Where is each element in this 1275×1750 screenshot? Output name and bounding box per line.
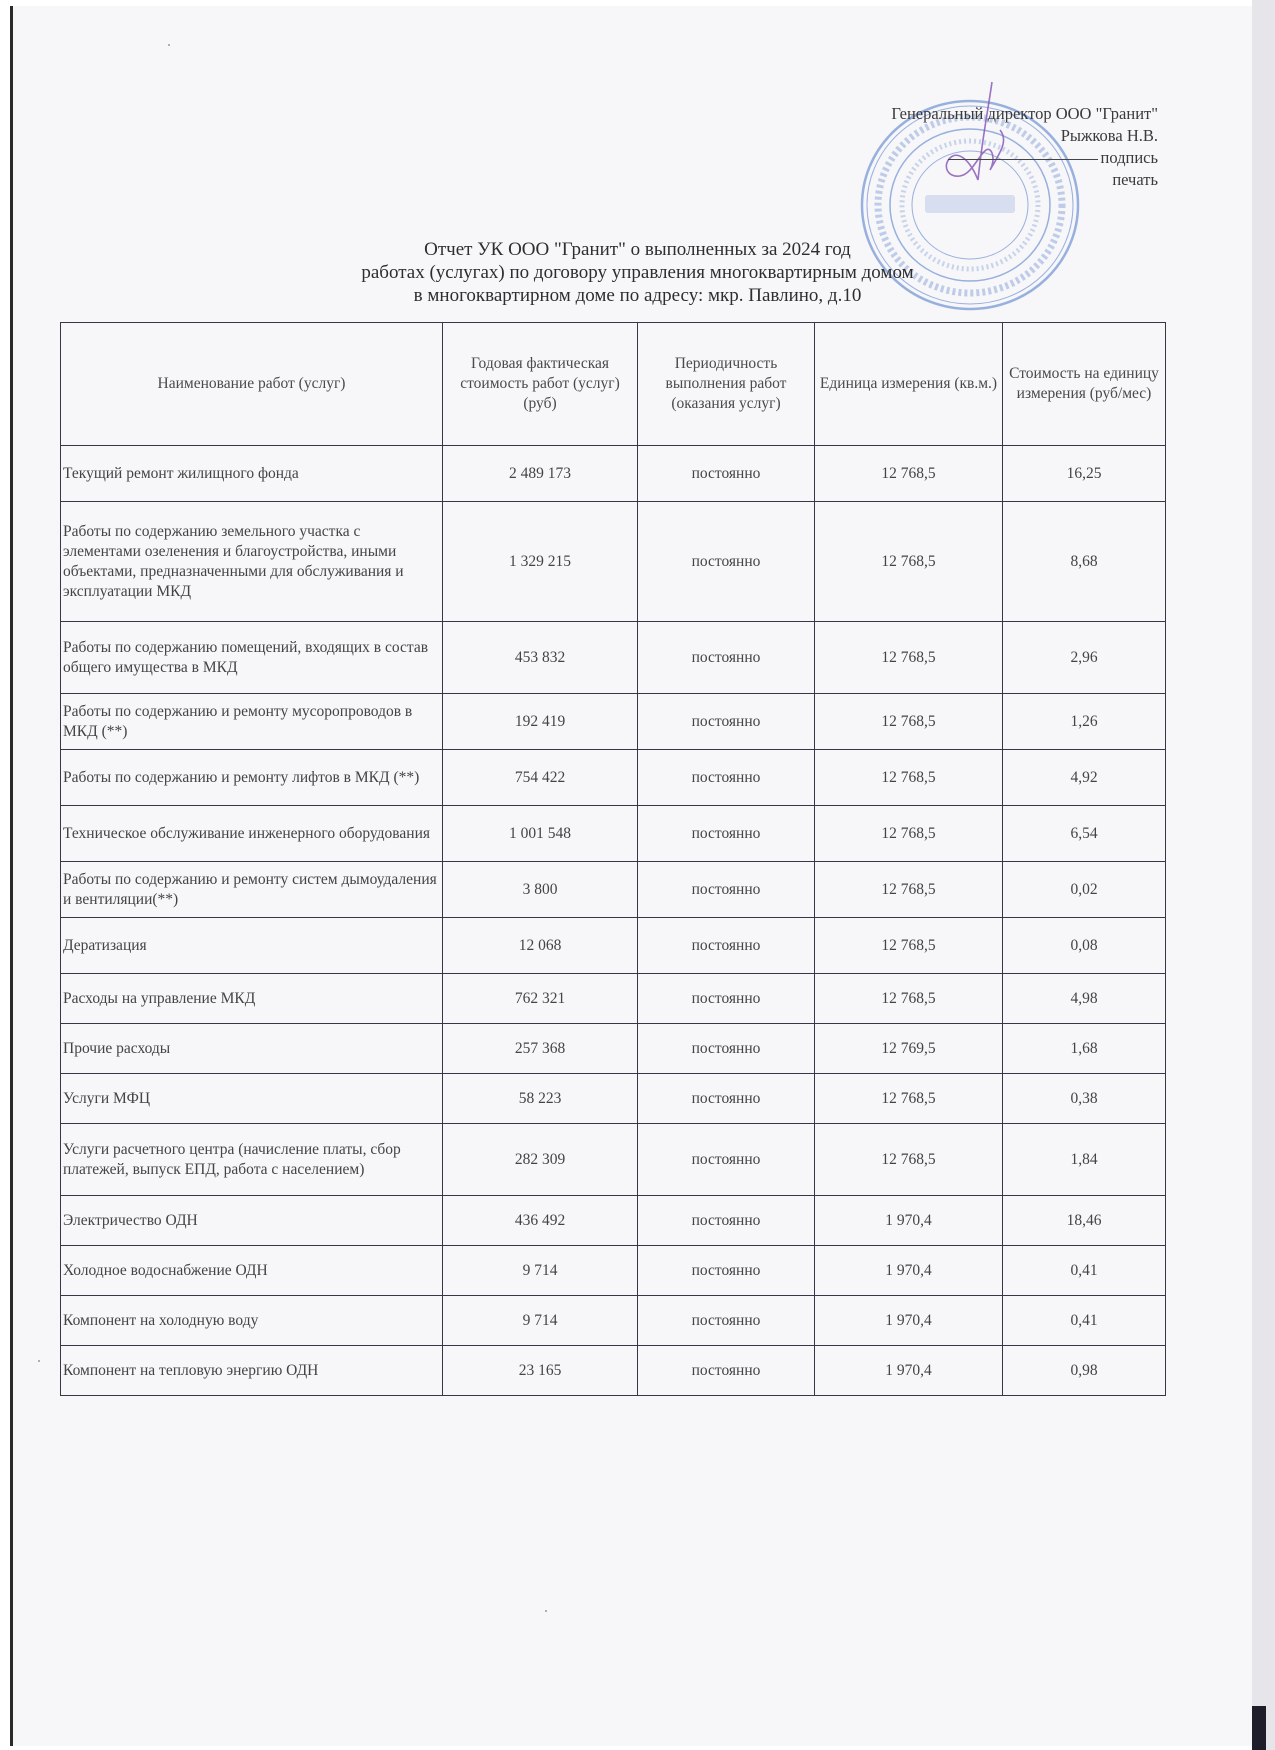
annual-cost-cell: 282 309	[443, 1124, 638, 1196]
service-name-cell: Расходы на управление МКД	[61, 974, 443, 1024]
table-body	[61, 446, 1166, 1396]
unit-cost-cell: 1,26	[1003, 694, 1166, 750]
unit-cell: 12 769,5	[815, 1024, 1003, 1074]
table-row	[61, 1074, 1166, 1124]
service-name-cell: Работы по содержанию и ремонту мусоропроводов в МКД (**)	[61, 694, 443, 750]
annual-cost-cell: 58 223	[443, 1074, 638, 1124]
service-name-cell: Техническое обслуживание инженерного оборудования	[61, 806, 443, 862]
periodicity-cell: постоянно	[638, 502, 815, 622]
unit-cell: 12 768,5	[815, 1124, 1003, 1196]
service-name-cell: Работы по содержанию и ремонту систем дымоудаления и вентиляции(**)	[61, 862, 443, 918]
stamp-label: печать	[1112, 170, 1158, 189]
unit-cell: 12 768,5	[815, 974, 1003, 1024]
report-title-line-2: работах (услугах) по договору управления многоквартирным домом	[361, 262, 914, 283]
table-row	[61, 1024, 1166, 1074]
service-name-cell: Услуги расчетного центра (начисление платы, сбор платежей, выпуск ЕПД, работа с населением)	[61, 1124, 443, 1196]
table-row	[61, 1346, 1166, 1396]
unit-cell: 12 768,5	[815, 622, 1003, 694]
periodicity-cell: постоянно	[638, 974, 815, 1024]
unit-cost-cell: 8,68	[1003, 502, 1166, 622]
service-name-cell: Холодное водоснабжение ОДН	[61, 1246, 443, 1296]
table-row	[61, 446, 1166, 502]
unit-cost-cell: 0,38	[1003, 1074, 1166, 1124]
annual-cost-cell: 2 489 173	[443, 446, 638, 502]
director-position: Генеральный директор ООО "Гранит"	[891, 104, 1158, 123]
periodicity-cell: постоянно	[638, 1124, 815, 1196]
service-name-cell: Работы по содержанию земельного участка с элементами озеленения и благоустройства, иными объектами, предназначенными для обслуживания и эксплуатации МКД	[61, 502, 443, 622]
report-title-line-1: Отчет УК ООО "Гранит" о выполненных за 2024 год	[424, 239, 851, 260]
annual-cost-cell: 436 492	[443, 1196, 638, 1246]
service-name-cell: Услуги МФЦ	[61, 1074, 443, 1124]
annual-cost-cell: 12 068	[443, 918, 638, 974]
table-row	[61, 862, 1166, 918]
service-name-cell: Текущий ремонт жилищного фонда	[61, 446, 443, 502]
annual-cost-cell: 1 329 215	[443, 502, 638, 622]
service-name-cell: Компонент на холодную воду	[61, 1296, 443, 1346]
periodicity-cell: постоянно	[638, 862, 815, 918]
unit-cell: 12 768,5	[815, 806, 1003, 862]
periodicity-cell: постоянно	[638, 446, 815, 502]
periodicity-cell: постоянно	[638, 750, 815, 806]
report-title-line-3: в многоквартирном доме по адресу: мкр. Павлино, д.10	[413, 285, 862, 306]
table-row	[61, 750, 1166, 806]
scan-speck	[545, 1610, 547, 1612]
signature-line	[948, 159, 1098, 160]
annual-cost-cell: 762 321	[443, 974, 638, 1024]
signature-block	[891, 103, 1158, 191]
table-row	[61, 622, 1166, 694]
signature-row	[891, 147, 1158, 169]
table-row	[61, 918, 1166, 974]
signature-label: подпись	[1100, 148, 1158, 167]
header-service-name: Наименование работ (услуг)	[61, 323, 443, 446]
periodicity-cell: постоянно	[638, 694, 815, 750]
scan-speck	[168, 44, 170, 46]
unit-cost-cell: 0,98	[1003, 1346, 1166, 1396]
unit-cost-cell: 4,98	[1003, 974, 1166, 1024]
header-unit-cost: Стоимость на единицу измерения (руб/мес)	[1003, 323, 1166, 446]
unit-cell: 12 768,5	[815, 918, 1003, 974]
annual-cost-cell: 754 422	[443, 750, 638, 806]
periodicity-cell: постоянно	[638, 1074, 815, 1124]
periodicity-cell: постоянно	[638, 622, 815, 694]
scan-shadow	[1252, 1706, 1266, 1750]
unit-cost-cell: 0,08	[1003, 918, 1166, 974]
table-header-row	[61, 323, 1166, 446]
stamp-center-mark	[925, 195, 1015, 213]
unit-cost-cell: 1,68	[1003, 1024, 1166, 1074]
service-name-cell: Компонент на тепловую энергию ОДН	[61, 1346, 443, 1396]
unit-cell: 1 970,4	[815, 1296, 1003, 1346]
table-row	[61, 806, 1166, 862]
unit-cell: 12 768,5	[815, 694, 1003, 750]
unit-cost-cell: 1,84	[1003, 1124, 1166, 1196]
unit-cell: 1 970,4	[815, 1246, 1003, 1296]
header-unit: Единица измерения (кв.м.)	[815, 323, 1003, 446]
unit-cost-cell: 0,02	[1003, 862, 1166, 918]
unit-cell: 12 768,5	[815, 750, 1003, 806]
periodicity-cell: постоянно	[638, 806, 815, 862]
service-name-cell: Работы по содержанию и ремонту лифтов в МКД (**)	[61, 750, 443, 806]
unit-cost-cell: 4,92	[1003, 750, 1166, 806]
unit-cell: 12 768,5	[815, 446, 1003, 502]
service-name-cell: Электричество ОДН	[61, 1196, 443, 1246]
service-name-cell: Прочие расходы	[61, 1024, 443, 1074]
service-name-cell: Работы по содержанию помещений, входящих в состав общего имущества в МКД	[61, 622, 443, 694]
report-title	[0, 238, 1275, 307]
unit-cell: 12 768,5	[815, 1074, 1003, 1124]
annual-cost-cell: 257 368	[443, 1024, 638, 1074]
director-name: Рыжкова Н.В.	[1060, 126, 1158, 145]
unit-cost-cell: 0,41	[1003, 1246, 1166, 1296]
unit-cell: 1 970,4	[815, 1196, 1003, 1246]
annual-cost-cell: 453 832	[443, 622, 638, 694]
periodicity-cell: постоянно	[638, 1296, 815, 1346]
annual-cost-cell: 23 165	[443, 1346, 638, 1396]
periodicity-cell: постоянно	[638, 1346, 815, 1396]
unit-cell: 12 768,5	[815, 862, 1003, 918]
unit-cost-cell: 2,96	[1003, 622, 1166, 694]
header-annual-cost: Годовая фактическая стоимость работ (услуг) (руб)	[443, 323, 638, 446]
header-periodicity: Периодичность выполнения работ (оказания услуг)	[638, 323, 815, 446]
table-row	[61, 1124, 1166, 1196]
table-row	[61, 974, 1166, 1024]
table-row	[61, 502, 1166, 622]
annual-cost-cell: 1 001 548	[443, 806, 638, 862]
scan-speck	[38, 1360, 40, 1362]
table-row	[61, 694, 1166, 750]
unit-cell: 12 768,5	[815, 502, 1003, 622]
table-row	[61, 1246, 1166, 1296]
services-report-table	[60, 322, 1166, 1396]
unit-cost-cell: 16,25	[1003, 446, 1166, 502]
table-row	[61, 1196, 1166, 1246]
periodicity-cell: постоянно	[638, 1024, 815, 1074]
unit-cell: 1 970,4	[815, 1346, 1003, 1396]
unit-cost-cell: 18,46	[1003, 1196, 1166, 1246]
annual-cost-cell: 9 714	[443, 1296, 638, 1346]
service-name-cell: Дератизация	[61, 918, 443, 974]
annual-cost-cell: 192 419	[443, 694, 638, 750]
annual-cost-cell: 3 800	[443, 862, 638, 918]
unit-cost-cell: 6,54	[1003, 806, 1166, 862]
periodicity-cell: постоянно	[638, 918, 815, 974]
periodicity-cell: постоянно	[638, 1246, 815, 1296]
annual-cost-cell: 9 714	[443, 1246, 638, 1296]
table-row	[61, 1296, 1166, 1346]
periodicity-cell: постоянно	[638, 1196, 815, 1246]
unit-cost-cell: 0,41	[1003, 1296, 1166, 1346]
